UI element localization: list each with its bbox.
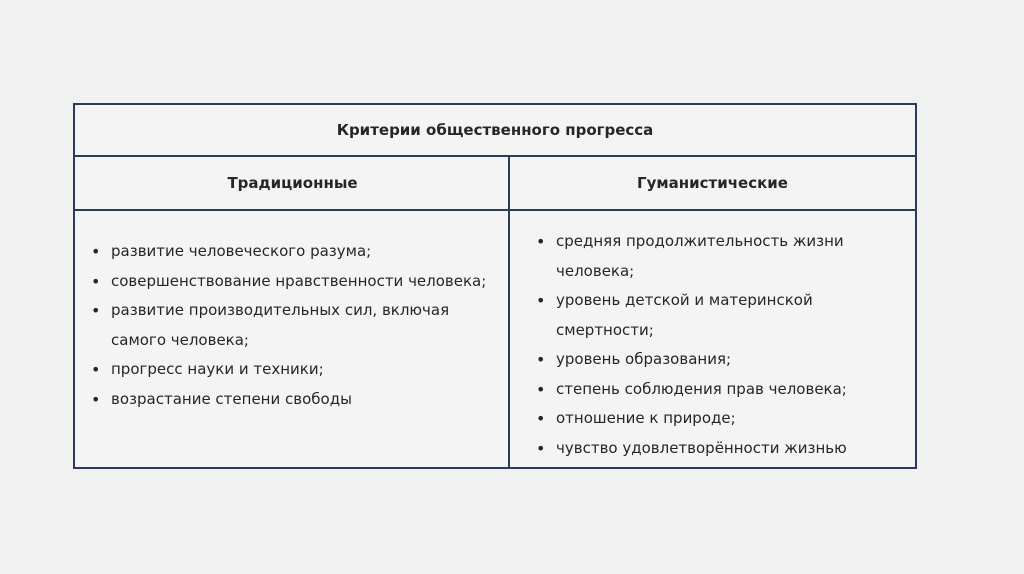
- list-item: • развитие человеческого разума;: [89, 237, 496, 267]
- list-item: • средняя продолжительность жизни человека;: [534, 227, 903, 286]
- traditional-criteria-cell: [75, 211, 508, 467]
- column-header-humanistic: Гуманистические: [510, 157, 915, 211]
- humanistic-criteria-list: [534, 227, 903, 463]
- list-item: • уровень детской и материнской смертности;: [534, 286, 903, 345]
- humanistic-criteria-cell: [510, 211, 915, 467]
- list-item: • возрастание степени свободы: [89, 385, 496, 415]
- list-item: • степень соблюдения прав человека;: [534, 375, 903, 405]
- list-item: • развитие производительных сил, включая самого человека;: [89, 296, 496, 355]
- traditional-criteria-list: [89, 237, 496, 414]
- list-item: • совершенствование нравственности человека;: [89, 267, 496, 297]
- list-item: • отношение к природе;: [534, 404, 903, 434]
- column-header-traditional: Традиционные: [75, 157, 510, 211]
- criteria-table: [73, 103, 917, 469]
- list-item: • уровень образования;: [534, 345, 903, 375]
- list-item: • прогресс науки и техники;: [89, 355, 496, 385]
- table-title: Критерии общественного прогресса: [75, 105, 915, 157]
- list-item: • чувство удовлетворённости жизнью: [534, 434, 903, 464]
